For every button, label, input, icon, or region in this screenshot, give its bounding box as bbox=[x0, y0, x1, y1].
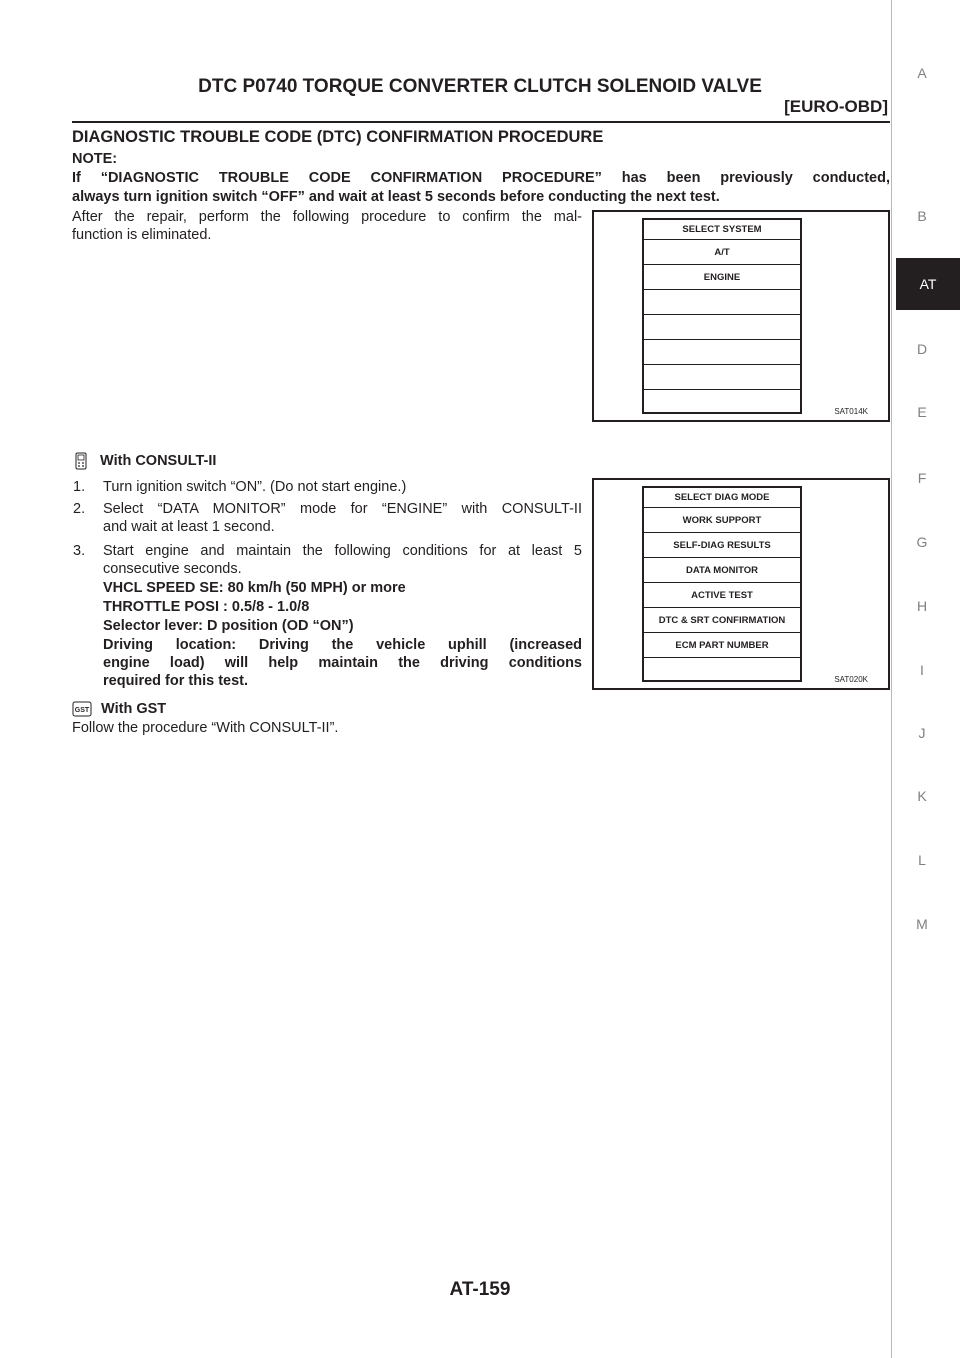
select-diag-mode-menu bbox=[642, 486, 802, 682]
intro-line-2: function is eliminated. bbox=[72, 227, 212, 243]
menu-item-active-test: ACTIVE TEST bbox=[644, 583, 800, 608]
note-line-1: If “DIAGNOSTIC TROUBLE CODE CONFIRMATION PROCEDURE” has been previously conducted, bbox=[72, 170, 890, 186]
figure-select-system bbox=[592, 210, 890, 422]
consult-heading-text: With CONSULT-II bbox=[100, 453, 217, 469]
menu-item-ecm-part-number: ECM PART NUMBER bbox=[644, 633, 800, 658]
menu-item-empty bbox=[644, 340, 800, 365]
condition-location-line-2: engine load) will help maintain the driving conditions bbox=[103, 655, 582, 671]
intro-line-1: After the repair, perform the following procedure to confirm the mal- bbox=[72, 209, 582, 225]
side-index-l[interactable]: L bbox=[918, 852, 926, 868]
menu-item-empty bbox=[644, 315, 800, 340]
side-index-i[interactable]: I bbox=[920, 662, 924, 678]
step-3-line-1: Start engine and maintain the following conditions for at least 5 bbox=[103, 543, 582, 559]
menu-item-data-monitor: DATA MONITOR bbox=[644, 558, 800, 583]
condition-location-line-3: required for this test. bbox=[103, 673, 249, 689]
menu-header: SELECT SYSTEM bbox=[644, 220, 800, 240]
document-title: DTC P0740 TORQUE CONVERTER CLUTCH SOLENOID VALVE bbox=[198, 76, 762, 97]
condition-selector: Selector lever: D position (OD “ON”) bbox=[103, 618, 354, 634]
section-title: DIAGNOSTIC TROUBLE CODE (DTC) CONFIRMATION PROCEDURE bbox=[72, 128, 604, 146]
gst-text: Follow the procedure “With CONSULT-II”. bbox=[72, 720, 339, 736]
document-subtitle: [EURO-OBD] bbox=[784, 97, 888, 116]
side-index-m[interactable]: M bbox=[916, 916, 928, 932]
step-2-number: 2. bbox=[73, 501, 86, 517]
step-3-number: 3. bbox=[73, 543, 86, 559]
gst-icon bbox=[72, 701, 92, 717]
condition-throttle: THROTTLE POSI : 0.5/8 - 1.0/8 bbox=[103, 599, 310, 615]
side-index-h[interactable]: H bbox=[916, 598, 928, 614]
side-index-divider bbox=[891, 0, 892, 1358]
side-index-a[interactable]: A bbox=[917, 65, 927, 81]
side-index-d[interactable]: D bbox=[916, 341, 928, 357]
step-3-line-2: consecutive seconds. bbox=[103, 561, 242, 577]
side-index-at-active[interactable]: AT bbox=[896, 258, 960, 310]
consult-heading bbox=[72, 452, 216, 470]
note-line-2: always turn ignition switch “OFF” and wait at least 5 seconds before conducting the next test. bbox=[72, 189, 720, 205]
note-label: NOTE: bbox=[72, 151, 118, 167]
figure-id: SAT020K bbox=[834, 675, 868, 684]
menu-item-empty bbox=[644, 390, 800, 412]
condition-speed: VHCL SPEED SE: 80 km/h (50 MPH) or more bbox=[103, 580, 406, 596]
menu-item-self-diag-results: SELF-DIAG RESULTS bbox=[644, 533, 800, 558]
menu-item-empty bbox=[644, 365, 800, 390]
figure-select-diag-mode bbox=[592, 478, 890, 690]
gst-heading bbox=[72, 700, 166, 718]
menu-header: SELECT DIAG MODE bbox=[644, 488, 800, 508]
select-system-menu bbox=[642, 218, 802, 414]
step-2-line-1: Select “DATA MONITOR” mode for “ENGINE” with CONSULT-II bbox=[103, 501, 582, 517]
page-number: AT-159 bbox=[449, 1279, 511, 1300]
step-1-number: 1. bbox=[73, 479, 86, 495]
header-divider bbox=[72, 121, 890, 123]
step-1-text: Turn ignition switch “ON”. (Do not start engine.) bbox=[103, 479, 407, 495]
condition-location-line-1: Driving location: Driving the vehicle uphill (increased bbox=[103, 637, 582, 653]
svg-text:GST: GST bbox=[74, 707, 90, 715]
side-index-b[interactable]: B bbox=[917, 208, 927, 224]
menu-item-at: A/T bbox=[644, 240, 800, 265]
menu-item-empty bbox=[644, 290, 800, 315]
side-index-f[interactable]: F bbox=[917, 470, 927, 486]
figure-id: SAT014K bbox=[834, 407, 868, 416]
menu-item-engine: ENGINE bbox=[644, 265, 800, 290]
gst-heading-text: With GST bbox=[101, 701, 167, 717]
side-index-k[interactable]: K bbox=[917, 788, 927, 804]
side-index-e[interactable]: E bbox=[917, 404, 927, 420]
side-index-g[interactable]: G bbox=[916, 534, 928, 550]
menu-item-empty bbox=[644, 658, 800, 680]
menu-item-dtc-srt-confirmation: DTC & SRT CONFIRMATION bbox=[644, 608, 800, 633]
side-index-j[interactable]: J bbox=[918, 725, 926, 741]
consult-ii-icon bbox=[72, 452, 90, 470]
step-2-line-2: and wait at least 1 second. bbox=[103, 519, 275, 535]
menu-item-work-support: WORK SUPPORT bbox=[644, 508, 800, 533]
